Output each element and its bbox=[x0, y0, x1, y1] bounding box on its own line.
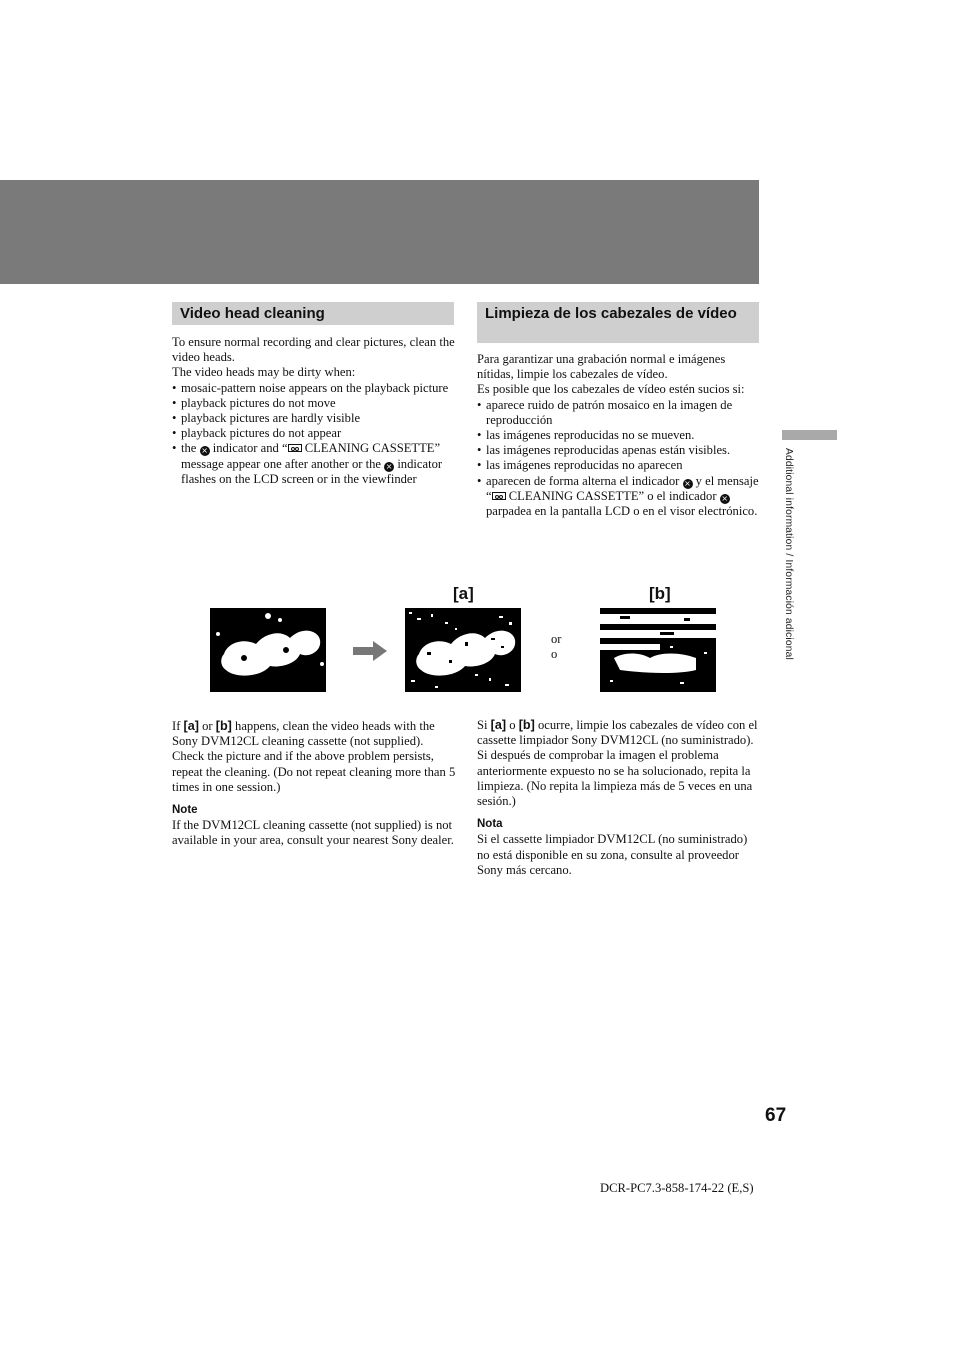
list-item: • mosaic-pattern noise appears on the playback picture bbox=[172, 381, 456, 396]
body-es bbox=[477, 352, 761, 519]
note-title-es: Nota bbox=[477, 818, 503, 831]
side-section-label: Additional information / Información adicional bbox=[783, 448, 794, 660]
section-tab bbox=[782, 430, 837, 440]
intro-es-1: Para garantizar una grabación normal e imágenes nítidas, limpie los cabezales de vídeo. bbox=[477, 352, 726, 382]
body-en bbox=[172, 335, 456, 487]
instructions-en bbox=[172, 719, 456, 849]
figure-label-b: [b] bbox=[649, 584, 671, 603]
normal-picture-illustration bbox=[210, 608, 326, 692]
cassette-icon bbox=[288, 444, 302, 452]
instructions-es bbox=[477, 718, 761, 878]
note-text-en: If the DVM12CL cleaning cassette (not supplied) is not available in your area, consult your nearest Sony dealer. bbox=[172, 818, 454, 848]
note-title-en: Note bbox=[172, 804, 198, 817]
arrow-right-icon bbox=[353, 641, 387, 661]
list-item: • aparecen de forma alterna el indicador × y el mensaje “ CLEANING CASSETTE” o el indicador × parpadea en la pantalla LCD o en el visor electrónico. bbox=[477, 474, 761, 520]
head-clog-indicator-icon: × bbox=[721, 493, 729, 503]
blank-streak-picture-b bbox=[600, 608, 716, 692]
symptom-list-en bbox=[172, 381, 456, 487]
head-clog-indicator-icon: × bbox=[201, 446, 208, 456]
list-item: • las imágenes reproducidas no se mueven. bbox=[477, 428, 761, 443]
heading-es: Limpieza de los cabezales de vídeo bbox=[477, 302, 759, 343]
list-item: • aparece ruido de patrón mosaico en la imagen de reproducción bbox=[477, 398, 761, 428]
symptom-list-es bbox=[477, 398, 761, 520]
page-number: 67 bbox=[765, 1105, 787, 1126]
head-clog-indicator-icon: × bbox=[385, 461, 393, 471]
list-item: • playback pictures are hardly visible bbox=[172, 411, 456, 426]
figure-label-a: [a] bbox=[453, 584, 474, 603]
heading-en: Video head cleaning bbox=[172, 302, 454, 325]
list-item: • playback pictures do not appear bbox=[172, 426, 456, 441]
header-banner bbox=[0, 180, 759, 284]
mosaic-noise-picture-a bbox=[405, 608, 521, 692]
note-text-es: Si el cassette limpiador DVM12CL (no suministrado) no está disponible en su zona, consulte al proveedor Sony más cercano. bbox=[477, 832, 748, 877]
cassette-icon bbox=[492, 492, 506, 500]
list-item: • las imágenes reproducidas apenas están visibles. bbox=[477, 443, 761, 458]
head-clog-indicator-icon: × bbox=[684, 478, 691, 488]
model-code: DCR-PC7.3-858-174-22 (E,S) bbox=[600, 1181, 754, 1195]
list-item: • the × indicator and “ CLEANING CASSETTE” message appear one after another or the × indicator flashes on the LCD screen or in the viewfinder bbox=[172, 441, 456, 487]
intro-en-2: The video heads may be dirty when: bbox=[172, 365, 356, 380]
intro-es-2: Es posible que los cabezales de vídeo estén sucios si: bbox=[477, 382, 745, 397]
or-label: or o bbox=[551, 632, 562, 661]
cleaning-instructions-es: Si [a] o [b] ocurre, limpie los cabezales de vídeo con el cassette limpiador Sony DVM12CL (no suministrado). Si después de comprobar la imagen el problema anteriormente expuesto no se ha solucionado, repita la limpieza. (No repita la limpieza más de 5 veces en una sesión.) bbox=[477, 718, 758, 809]
cleaning-instructions-en: If [a] or [b] happens, clean the video heads with the Sony DVM12CL cleaning cassette (not supplied). Check the picture and if the above problem persists, repeat the cleaning. (Do not repeat cleaning more than 5 times in one session.) bbox=[172, 719, 456, 794]
list-item: • las imágenes reproducidas no aparecen bbox=[477, 458, 761, 473]
list-item: • playback pictures do not move bbox=[172, 396, 456, 411]
intro-en-1: To ensure normal recording and clear pictures, clean the video heads. bbox=[172, 335, 455, 365]
